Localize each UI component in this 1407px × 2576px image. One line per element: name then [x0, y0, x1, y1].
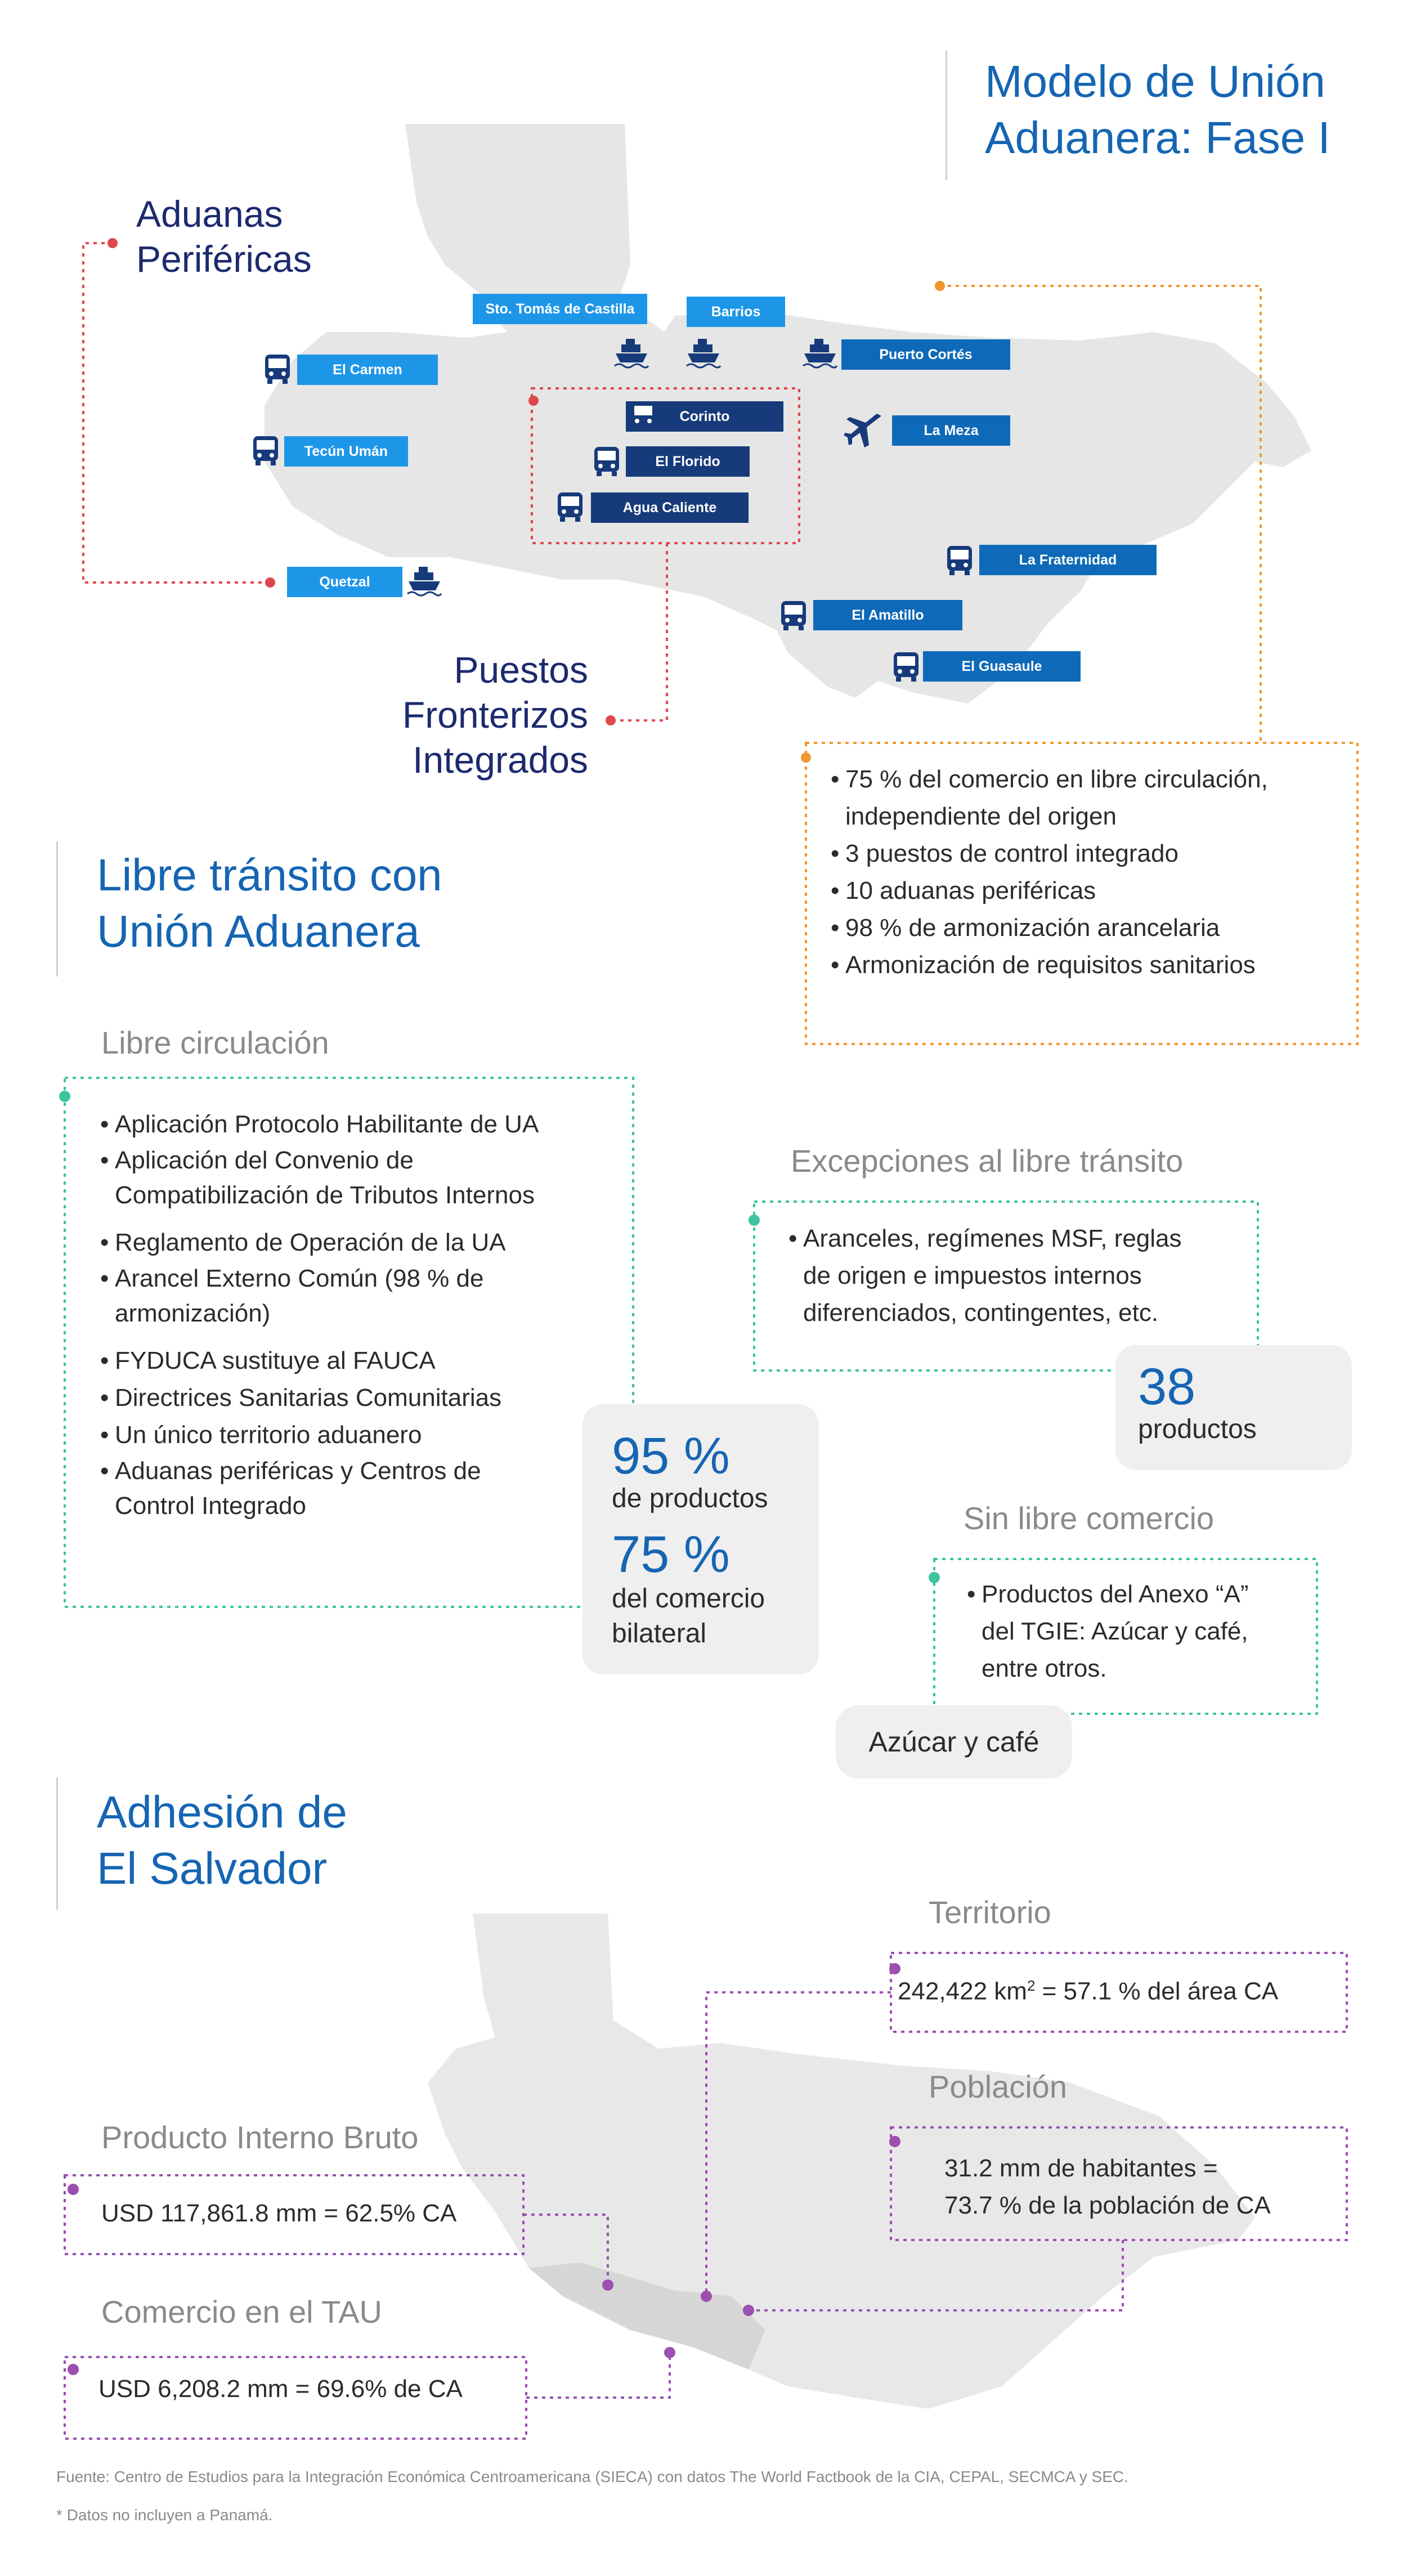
productos-label: productos	[1138, 1414, 1257, 1444]
comercio-value: USD 6,208.2 mm = 69.6% de CA	[98, 2375, 463, 2403]
list-item: • FYDUCA sustituye al FAUCA	[97, 1342, 631, 1379]
productos-value: 38	[1138, 1358, 1196, 1415]
sin-libre-title: Sin libre comercio	[964, 1500, 1215, 1536]
pib-title: Producto Interno Bruto	[101, 2120, 419, 2155]
azucar-pill	[836, 1705, 1072, 1778]
territorio-value-b: = 57.1 % del área CA	[1035, 1977, 1279, 2005]
title-line-2: El Salvador	[97, 1843, 328, 1893]
bus-icon	[252, 435, 280, 467]
poblacion-line-1: 31.2 mm de habitantes =	[944, 2154, 1218, 2182]
list-item: • Directrices Sanitarias Comunitarias	[97, 1379, 631, 1417]
bus-icon	[946, 545, 974, 576]
list-item: • Aplicación Protocolo Habilitante de UA	[97, 1106, 631, 1143]
excepciones-title: Excepciones al libre tránsito	[791, 1143, 1184, 1179]
bus-icon	[593, 446, 621, 477]
summary-item: • 3 puestos de control integrado	[827, 835, 1351, 872]
territorio-title: Territorio	[929, 1894, 1051, 1930]
azucar-pill-text: Azúcar y café	[868, 1726, 1039, 1758]
puestos-line-3: Integrados	[413, 739, 588, 781]
label-sto-tomas: Sto. Tomás de Castilla	[473, 294, 647, 324]
aduanas-line-1: Aduanas	[136, 193, 283, 235]
label-la-meza: La Meza	[892, 415, 1010, 446]
bus-icon	[629, 401, 657, 432]
label-quetzal: Quetzal	[287, 567, 402, 597]
ship-icon	[406, 565, 442, 597]
ship-icon	[802, 337, 838, 369]
divider-line	[56, 1777, 58, 1910]
list-item: • Aduanas periféricas y Centros de Control Integrado	[97, 1454, 631, 1524]
title-line-1: Libre tránsito con	[97, 850, 442, 900]
stat-95-label: de productos	[612, 1484, 768, 1513]
summary-item: • Armonización de requisitos sanitarios	[827, 947, 1351, 984]
poblacion-title: Población	[929, 2069, 1067, 2104]
airplane-icon	[844, 413, 884, 449]
poblacion-line-2: 73.7 % de la población de CA	[944, 2192, 1271, 2219]
productos-pill	[1115, 1345, 1352, 1470]
label-el-florido: El Florido	[626, 446, 750, 477]
excepciones-list	[785, 1220, 1247, 1332]
label-agua-caliente: Agua Caliente	[591, 492, 749, 523]
label-el-amatillo: El Amatillo	[813, 600, 962, 630]
bus-icon	[892, 651, 920, 683]
title-line-1: Modelo de Unión	[985, 56, 1325, 106]
territorio-value	[898, 1977, 1278, 2006]
puestos-line-1: Puestos	[454, 649, 588, 691]
ship-icon	[685, 337, 722, 369]
bus-icon	[556, 491, 584, 523]
territorio-value-a: 242,422 km	[898, 1977, 1027, 2005]
divider-line	[56, 841, 58, 976]
comercio-title: Comercio en el TAU	[101, 2294, 382, 2329]
stat-95-value: 95 %	[612, 1427, 730, 1485]
footer-source: Fuente: Centro de Estudios para la Integración Económica Centroamericana (SIECA) con datos The World Factbook de la CIA, CEPAL, SECMCA y SEC.	[56, 2468, 1128, 2485]
libre-circulacion-list	[97, 1106, 631, 1524]
stat-75-label	[612, 1582, 765, 1651]
list-item: • Aplicación del Convenio de Compatibilización de Tributos Internos	[97, 1143, 631, 1224]
label-corinto: Corinto	[626, 401, 783, 432]
label-el-carmen: El Carmen	[297, 355, 438, 385]
footer-note: * Datos no incluyen a Panamá.	[56, 2506, 273, 2524]
label-la-fraternidad: La Fraternidad	[979, 545, 1157, 575]
pib-value: USD 117,861.8 mm = 62.5% CA	[101, 2199, 457, 2227]
stats-pill	[582, 1404, 819, 1674]
summary-list	[827, 761, 1351, 984]
stat-75-label-line-1: del comercio	[612, 1584, 765, 1614]
list-item: • Arancel Externo Común (98 % de armonización)	[97, 1261, 631, 1342]
puestos-line-2: Fronterizos	[402, 694, 588, 736]
sin-libre-list	[964, 1576, 1324, 1687]
list-item: • Un único territorio aduanero	[97, 1417, 631, 1454]
label-el-guasaule: El Guasaule	[923, 651, 1081, 682]
label-barrios: Barrios	[687, 297, 785, 327]
list-item: • Productos del Anexo “A” del TGIE: Azúcar y café, entre otros.	[964, 1576, 1324, 1687]
list-item: • Reglamento de Operación de la UA	[97, 1224, 631, 1261]
section-title	[97, 847, 442, 960]
summary-item: • 75 % del comercio en libre circulación, independiente del origen	[827, 761, 1351, 835]
poblacion-value	[944, 2150, 1271, 2224]
label-puerto-cortes: Puerto Cortés	[841, 339, 1010, 370]
ship-icon	[613, 337, 649, 369]
list-item: • Aranceles, regímenes MSF, reglas de origen e impuestos internos diferenciados, contingentes, etc.	[785, 1220, 1247, 1332]
title-line-2: Aduanera: Fase I	[985, 113, 1330, 163]
bus-icon	[263, 353, 292, 385]
aduanas-line-2: Periféricas	[136, 238, 312, 280]
stat-75-label-line-2: bilateral	[612, 1619, 707, 1648]
title-line-1: Adhesión de	[97, 1787, 347, 1837]
summary-item: • 98 % de armonización arancelaria	[827, 910, 1351, 947]
stat-75-value: 75 %	[612, 1526, 730, 1583]
summary-item: • 10 aduanas periféricas	[827, 872, 1351, 910]
territorio-sup: 2	[1027, 1977, 1036, 1994]
section-title	[97, 1784, 347, 1897]
libre-circulacion-title: Libre circulación	[101, 1025, 329, 1060]
title-line-2: Unión Aduanera	[97, 906, 420, 956]
label-tecun-uman: Tecún Umán	[284, 436, 408, 467]
bus-icon	[779, 600, 808, 631]
